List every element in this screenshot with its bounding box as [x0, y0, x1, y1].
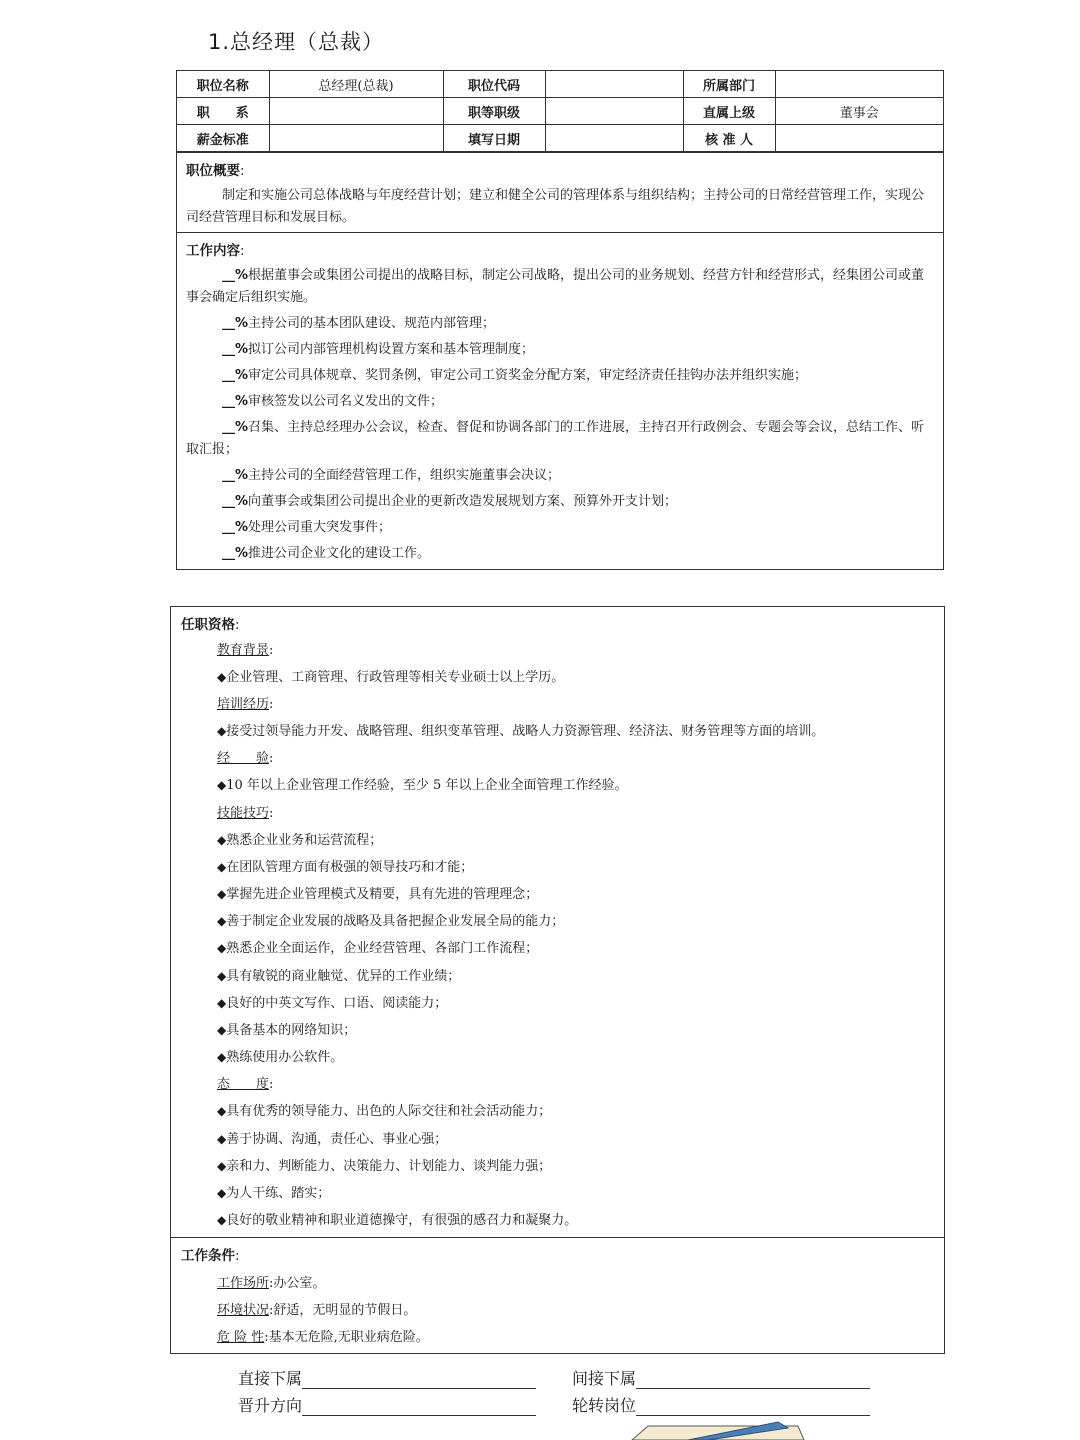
- attitude-label: 态 度: [217, 1077, 270, 1093]
- qualifications-colon: :: [235, 617, 240, 633]
- promotion-label: 晋升方向: [238, 1396, 303, 1415]
- skills-item-text: 熟练使用办公软件。: [226, 1050, 344, 1066]
- experience-label: 经 验: [217, 751, 270, 767]
- duty-percent-blank: __%: [222, 420, 249, 435]
- grade-label: 职等职级: [443, 98, 545, 125]
- attitude-colon: :: [269, 1077, 274, 1093]
- diamond-bullet-icon: ◆: [217, 778, 227, 793]
- training-item-text: 接受过领导能力开发、战略管理、组织变革管理、战略人力资源管理、经济法、财务管理等方面的培训。: [226, 724, 825, 740]
- indirect-subordinate-field: [572, 1366, 870, 1389]
- diamond-bullet-icon: ◆: [217, 1131, 227, 1146]
- job-family-value: [269, 98, 443, 125]
- diamond-bullet-icon: ◆: [217, 859, 227, 874]
- conditions-colon: :: [235, 1248, 240, 1264]
- duty-percent-blank: __%: [222, 342, 249, 357]
- position-code-label: 职位代码: [443, 71, 545, 98]
- diamond-bullet-icon: ◆: [217, 968, 227, 983]
- list-item: [181, 990, 934, 1017]
- list-item: [181, 827, 934, 854]
- list-item: [181, 1017, 934, 1044]
- duties-colon: :: [240, 243, 245, 259]
- conditions-heading: 工作条件: [181, 1248, 235, 1264]
- overview-colon: :: [240, 163, 245, 179]
- duty-text: 向董事会或集团公司提出企业的更新改造发展规划方案、预算外开支计划；: [248, 494, 678, 509]
- pen-notepad-icon: [628, 1418, 808, 1440]
- duty-item: [186, 365, 934, 387]
- duty-percent-blank: __%: [222, 316, 249, 331]
- environment-value: :舒适，无明显的节假日。: [269, 1303, 417, 1318]
- duty-percent-blank: __%: [222, 268, 249, 283]
- attitude-item-text: 为人干练、踏实；: [226, 1186, 331, 1202]
- diamond-bullet-icon: ◆: [217, 1104, 227, 1119]
- duty-item: [186, 339, 934, 361]
- training-subheading: [181, 691, 934, 718]
- duty-item: [186, 417, 934, 461]
- attitude-item-text: 良好的敬业精神和职业道德操守，有很强的感召力和凝聚力。: [226, 1213, 578, 1229]
- conditions-section: [171, 1237, 944, 1351]
- duty-item: [186, 517, 934, 539]
- skills-colon: :: [269, 805, 274, 821]
- duty-percent-blank: __%: [222, 520, 249, 535]
- diamond-bullet-icon: ◆: [217, 995, 227, 1010]
- education-colon: :: [269, 643, 274, 658]
- skills-item-text: 具有敏锐的商业触觉、优异的工作业绩；: [226, 968, 461, 984]
- table-row: [177, 98, 943, 125]
- workplace-label: 工作场所: [217, 1276, 270, 1291]
- duty-item: [186, 465, 934, 487]
- duty-text: 召集、主持总经理办公会议，检查、督促和协调各部门的工作进展，主持召开行政例会、专题会等会议，总结工作、听取汇报；: [186, 420, 925, 457]
- list-item: [181, 854, 934, 881]
- fill-date-label: 填写日期: [443, 125, 545, 152]
- list-item: [181, 1126, 934, 1153]
- list-item: [181, 881, 934, 908]
- skills-item-text: 熟悉企业全面运作，企业经营管理、各部门工作流程；: [226, 941, 539, 957]
- hazard-label: 危 险 性: [217, 1330, 265, 1345]
- duty-item: [186, 313, 934, 335]
- skills-item-text: 善于制定企业发展的战略及具备把握企业发展全局的能力；: [226, 914, 565, 930]
- position-name-value: 总经理(总裁): [269, 71, 443, 98]
- education-label: 教育背景: [217, 643, 270, 658]
- duty-text: 推进公司企业文化的建设工作。: [248, 546, 431, 561]
- department-value: [775, 71, 943, 98]
- salary-label: 薪金标准: [177, 125, 269, 152]
- direct-subordinate-blank[interactable]: [302, 1374, 536, 1389]
- skills-label: 技能技巧: [217, 805, 270, 821]
- duty-text: 审核签发以公司名义发出的文件；: [248, 394, 444, 409]
- indirect-subordinate-blank[interactable]: [636, 1374, 870, 1389]
- position-name-label: 职位名称: [177, 71, 269, 98]
- skills-item-text: 掌握先进企业管理模式及精要，具有先进的管理理念；: [226, 887, 539, 903]
- duty-item: [186, 491, 934, 513]
- duties-heading: 工作内容: [186, 243, 240, 259]
- duties-section: [177, 232, 943, 569]
- promotion-field: [238, 1393, 536, 1416]
- list-item: [181, 1098, 934, 1125]
- skills-item-text: 在团队管理方面有极强的领导技巧和才能；: [226, 859, 474, 875]
- diamond-bullet-icon: ◆: [217, 941, 227, 956]
- approver-label: 核 准 人: [683, 125, 775, 152]
- duty-list: [186, 265, 934, 565]
- duty-percent-blank: __%: [222, 546, 249, 561]
- diamond-bullet-icon: ◆: [217, 914, 227, 929]
- duty-item: [186, 543, 934, 565]
- promotion-blank[interactable]: [302, 1401, 536, 1416]
- table-row: [177, 71, 943, 98]
- duty-text: 主持公司的基本团队建设、规范内部管理；: [248, 316, 496, 331]
- attitude-subheading: [181, 1071, 934, 1098]
- diamond-bullet-icon: ◆: [217, 1050, 227, 1065]
- diamond-bullet-icon: ◆: [217, 724, 227, 739]
- experience-subheading: [181, 745, 934, 772]
- supervisor-value: 董事会: [775, 98, 943, 125]
- workplace-line: [181, 1270, 934, 1297]
- duty-item: [186, 265, 934, 309]
- table-row: [177, 125, 943, 152]
- grade-value: [545, 98, 683, 125]
- qualifications-heading: 任职资格: [181, 617, 235, 633]
- diamond-bullet-icon: ◆: [217, 1213, 227, 1228]
- list-item: [181, 935, 934, 962]
- fill-date-value: [545, 125, 683, 152]
- overview-heading: 职位概要: [186, 163, 240, 179]
- direct-subordinate-label: 直接下属: [238, 1369, 303, 1388]
- overview-section: [177, 152, 943, 232]
- approver-value: [775, 125, 943, 152]
- workplace-value: :办公室。: [269, 1276, 326, 1291]
- diamond-bullet-icon: ◆: [217, 1186, 227, 1201]
- environment-line: [181, 1297, 934, 1324]
- diamond-bullet-icon: ◆: [217, 832, 227, 847]
- job-info-table: [177, 71, 943, 152]
- list-item: [181, 718, 934, 745]
- hazard-value: :基本无危险,无职业病危险。: [264, 1330, 429, 1345]
- position-code-value: [545, 71, 683, 98]
- attitude-item-text: 亲和力、判断能力、决策能力、计划能力、谈判能力强；: [226, 1158, 552, 1174]
- experience-colon: :: [269, 751, 274, 767]
- education-subheading: [181, 637, 934, 664]
- list-item: [181, 772, 934, 799]
- duty-percent-blank: __%: [222, 468, 249, 483]
- job-description-box: [176, 70, 944, 570]
- duty-text: 主持公司的全面经营管理工作，组织实施董事会决议；: [248, 468, 561, 483]
- qualification-list: [181, 637, 934, 1234]
- supervisor-label: 直属上级: [683, 98, 775, 125]
- training-colon: :: [269, 697, 274, 713]
- duty-item: [186, 391, 934, 413]
- list-item: [181, 664, 934, 691]
- qualifications-section: [171, 607, 944, 1234]
- list-item: [181, 1180, 934, 1207]
- environment-label: 环境状况: [217, 1303, 270, 1318]
- qualifications-box: [170, 606, 945, 1354]
- skills-subheading: [181, 800, 934, 827]
- list-item: [181, 1044, 934, 1071]
- diamond-bullet-icon: ◆: [217, 1023, 227, 1038]
- rotation-label: 轮转岗位: [572, 1396, 637, 1415]
- direct-subordinate-field: [238, 1366, 536, 1389]
- list-item: [181, 963, 934, 990]
- skills-item-text: 熟悉企业业务和运营流程；: [226, 832, 383, 848]
- training-label: 培训经历: [217, 697, 270, 713]
- attitude-item-text: 具有优秀的领导能力、出色的人际交往和社会活动能力；: [226, 1104, 552, 1120]
- list-item: [181, 1207, 934, 1234]
- rotation-field: [572, 1393, 870, 1416]
- duty-percent-blank: __%: [222, 494, 249, 509]
- diamond-bullet-icon: ◆: [217, 1158, 227, 1173]
- attitude-item-text: 善于协调、沟通，责任心、事业心强；: [226, 1131, 448, 1147]
- duty-percent-blank: __%: [222, 368, 249, 383]
- diamond-bullet-icon: ◆: [217, 670, 227, 684]
- job-family-label: 职 系: [177, 98, 269, 125]
- hazard-line: [181, 1324, 934, 1351]
- salary-value: [269, 125, 443, 152]
- duty-percent-blank: __%: [222, 394, 249, 409]
- diamond-bullet-icon: ◆: [217, 887, 227, 902]
- duty-text: 根据董事会或集团公司提出的战略目标，制定公司战略，提出公司的业务规划、经营方针和经营形式，经集团公司或董事会确定后组织实施。: [186, 268, 925, 305]
- department-label: 所属部门: [683, 71, 775, 98]
- experience-item-text: 10 年以上企业管理工作经验，至少 5 年以上企业全面管理工作经验。: [226, 778, 628, 794]
- list-item: [181, 1153, 934, 1180]
- skills-item-text: 良好的中英文写作、口语、阅读能力；: [226, 995, 448, 1011]
- rotation-blank[interactable]: [636, 1401, 870, 1416]
- duty-text: 拟订公司内部管理机构设置方案和基本管理制度；: [248, 342, 535, 357]
- page-title: 1.总经理（总裁）: [208, 30, 385, 54]
- overview-text: 制定和实施公司总体战略与年度经营计划；建立和健全公司的管理体系与组织结构；主持公司的日常经营管理工作，实现公司经营管理目标和发展目标。: [186, 188, 925, 225]
- list-item: [181, 908, 934, 935]
- duty-text: 处理公司重大突发事件；: [248, 520, 392, 535]
- education-item-text: 企业管理、工商管理、行政管理等相关专业硕士以上学历。: [226, 670, 565, 685]
- skills-item-text: 具备基本的网络知识；: [226, 1023, 357, 1039]
- duty-text: 审定公司具体规章、奖罚条例，审定公司工资奖金分配方案，审定经济责任挂钩办法并组织实施；: [248, 368, 808, 383]
- indirect-subordinate-label: 间接下属: [572, 1369, 637, 1388]
